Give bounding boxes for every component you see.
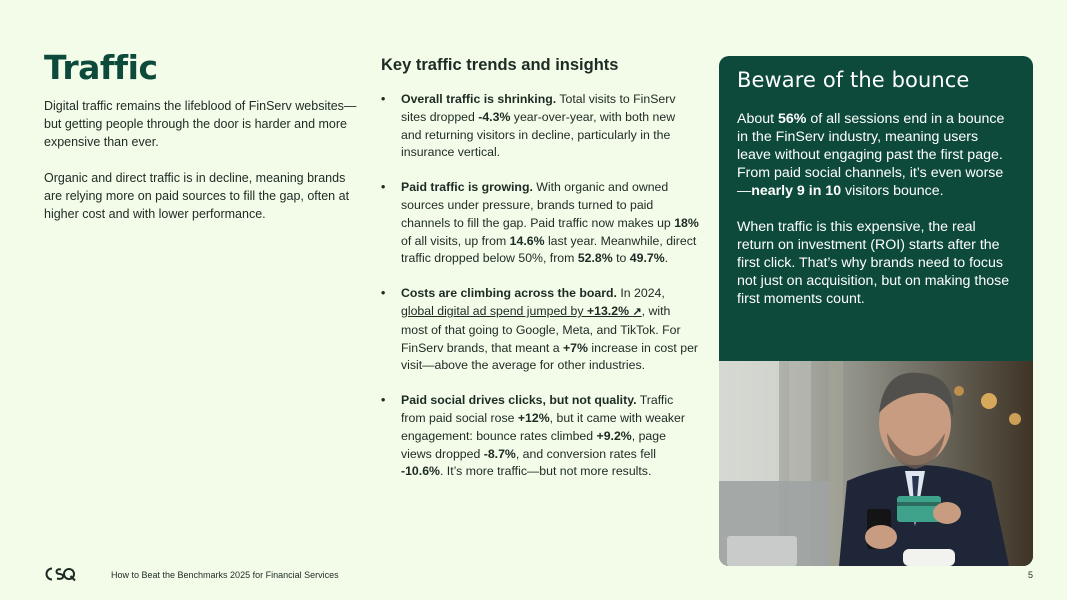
trend-text: . It’s more traffic—but not more results. bbox=[439, 464, 652, 479]
trend-stat: +9.2% bbox=[596, 428, 632, 443]
trend-text: In 2024, bbox=[616, 286, 665, 301]
trend-lead: Paid social drives clicks, but not quality. bbox=[401, 393, 637, 408]
bullet-icon: • bbox=[381, 393, 386, 408]
intro-paragraph: Digital traffic remains the lifeblood of FinServ websites—but getting people through the door is harder and more expensive than ever. bbox=[44, 99, 357, 149]
page-number: 5 bbox=[1027, 570, 1033, 580]
bullet-icon: • bbox=[381, 92, 386, 106]
trend-stat: -4.3% bbox=[478, 109, 511, 124]
trends-heading: Key traffic trends and insights bbox=[381, 56, 619, 74]
intro-text bbox=[44, 97, 364, 223]
bounce-card bbox=[719, 56, 1033, 566]
trend-item bbox=[381, 392, 699, 481]
trend-stat: 14.6% bbox=[509, 233, 545, 248]
card-stat: 56% bbox=[778, 111, 807, 127]
bullet-icon: • bbox=[381, 180, 386, 195]
card-title: Beware of the bounce bbox=[737, 68, 970, 92]
trend-text: , page views dropped bbox=[401, 428, 666, 461]
trend-lead: Paid traffic is growing. bbox=[401, 180, 533, 195]
trend-lead: Costs are climbing across the board. bbox=[401, 286, 617, 301]
bullet-icon: • bbox=[381, 286, 386, 301]
trend-text: , and conversion rates fell bbox=[515, 446, 656, 461]
trend-text: , but it came with weaker engagement: bounce rates climbed bbox=[401, 410, 685, 443]
external-link-arrow-icon[interactable]: ↗ bbox=[632, 305, 642, 318]
trend-text: , with most of that going to Google, Meta, and TikTok. For FinServ brands, that meant a bbox=[401, 303, 681, 355]
trend-text: increase in cost per visit—above the average for other industries. bbox=[401, 340, 699, 373]
card-text: About bbox=[737, 111, 779, 127]
trend-stat: +12% bbox=[517, 410, 550, 425]
trend-text: last year. Meanwhile, direct traffic dropped below 50%, from bbox=[401, 233, 697, 266]
trend-stat: 18% bbox=[674, 215, 699, 230]
intro-paragraph: Organic and direct traffic is in decline, meaning brands are relying more on paid sources to fill the gap, often at higher cost and with lower performance. bbox=[44, 171, 350, 221]
trend-text: Total visits to FinServ sites dropped bbox=[401, 92, 676, 124]
card-paragraph bbox=[737, 110, 1015, 200]
card-text: of all sessions end in a bounce in the FinServ industry, meaning users leave without engaging past the first page. From paid social channels, it’s even worse— bbox=[737, 111, 1005, 199]
trend-text: of all visits, up from bbox=[401, 233, 510, 248]
card-stat: nearly 9 in 10 bbox=[751, 183, 842, 199]
trend-stat: -10.6% bbox=[401, 464, 440, 479]
trend-stat: 49.7% bbox=[629, 251, 665, 266]
card-paragraph: When traffic is this expensive, the real return on investment (ROI) starts after the first click. That’s why brands need to focus not just on acquisition, but on making those first moments count. bbox=[737, 219, 1010, 307]
man-with-phone-photo-icon bbox=[719, 361, 1033, 566]
footer-text: How to Beat the Benchmarks 2025 for Financial Services bbox=[111, 570, 339, 580]
trend-stat: 52.8% bbox=[577, 251, 613, 266]
trend-item bbox=[381, 285, 699, 375]
page-title: Traffic bbox=[44, 48, 158, 87]
left-column bbox=[44, 48, 364, 241]
trend-stat: -8.7% bbox=[483, 446, 516, 461]
trend-lead: Overall traffic is shrinking. bbox=[401, 92, 557, 106]
card-content bbox=[719, 56, 1033, 308]
link-text[interactable]: global digital ad spend jumped by bbox=[401, 303, 587, 318]
ad-spend-link[interactable] bbox=[401, 304, 642, 318]
csq-logo-icon bbox=[44, 566, 76, 582]
card-text: visitors bounce. bbox=[841, 183, 944, 199]
trend-item bbox=[381, 179, 699, 268]
trend-text: With organic and owned sources under pressure, brands turned to paid channels to fill the gap. Paid traffic now makes up bbox=[401, 180, 675, 230]
footer bbox=[44, 566, 1033, 586]
trend-text: . bbox=[664, 251, 669, 266]
link-stat[interactable]: +13.2% bbox=[586, 303, 630, 318]
trends-column bbox=[381, 56, 699, 498]
trend-text: to bbox=[612, 251, 630, 266]
trend-text: Traffic from paid social rose bbox=[401, 393, 674, 425]
trends-list bbox=[381, 91, 699, 481]
trend-stat: +7% bbox=[563, 340, 588, 355]
trend-text: year-over-year, with both new and returning visitors in decline, particularly in the insurance vertical. bbox=[401, 109, 676, 160]
trend-item bbox=[381, 91, 699, 162]
